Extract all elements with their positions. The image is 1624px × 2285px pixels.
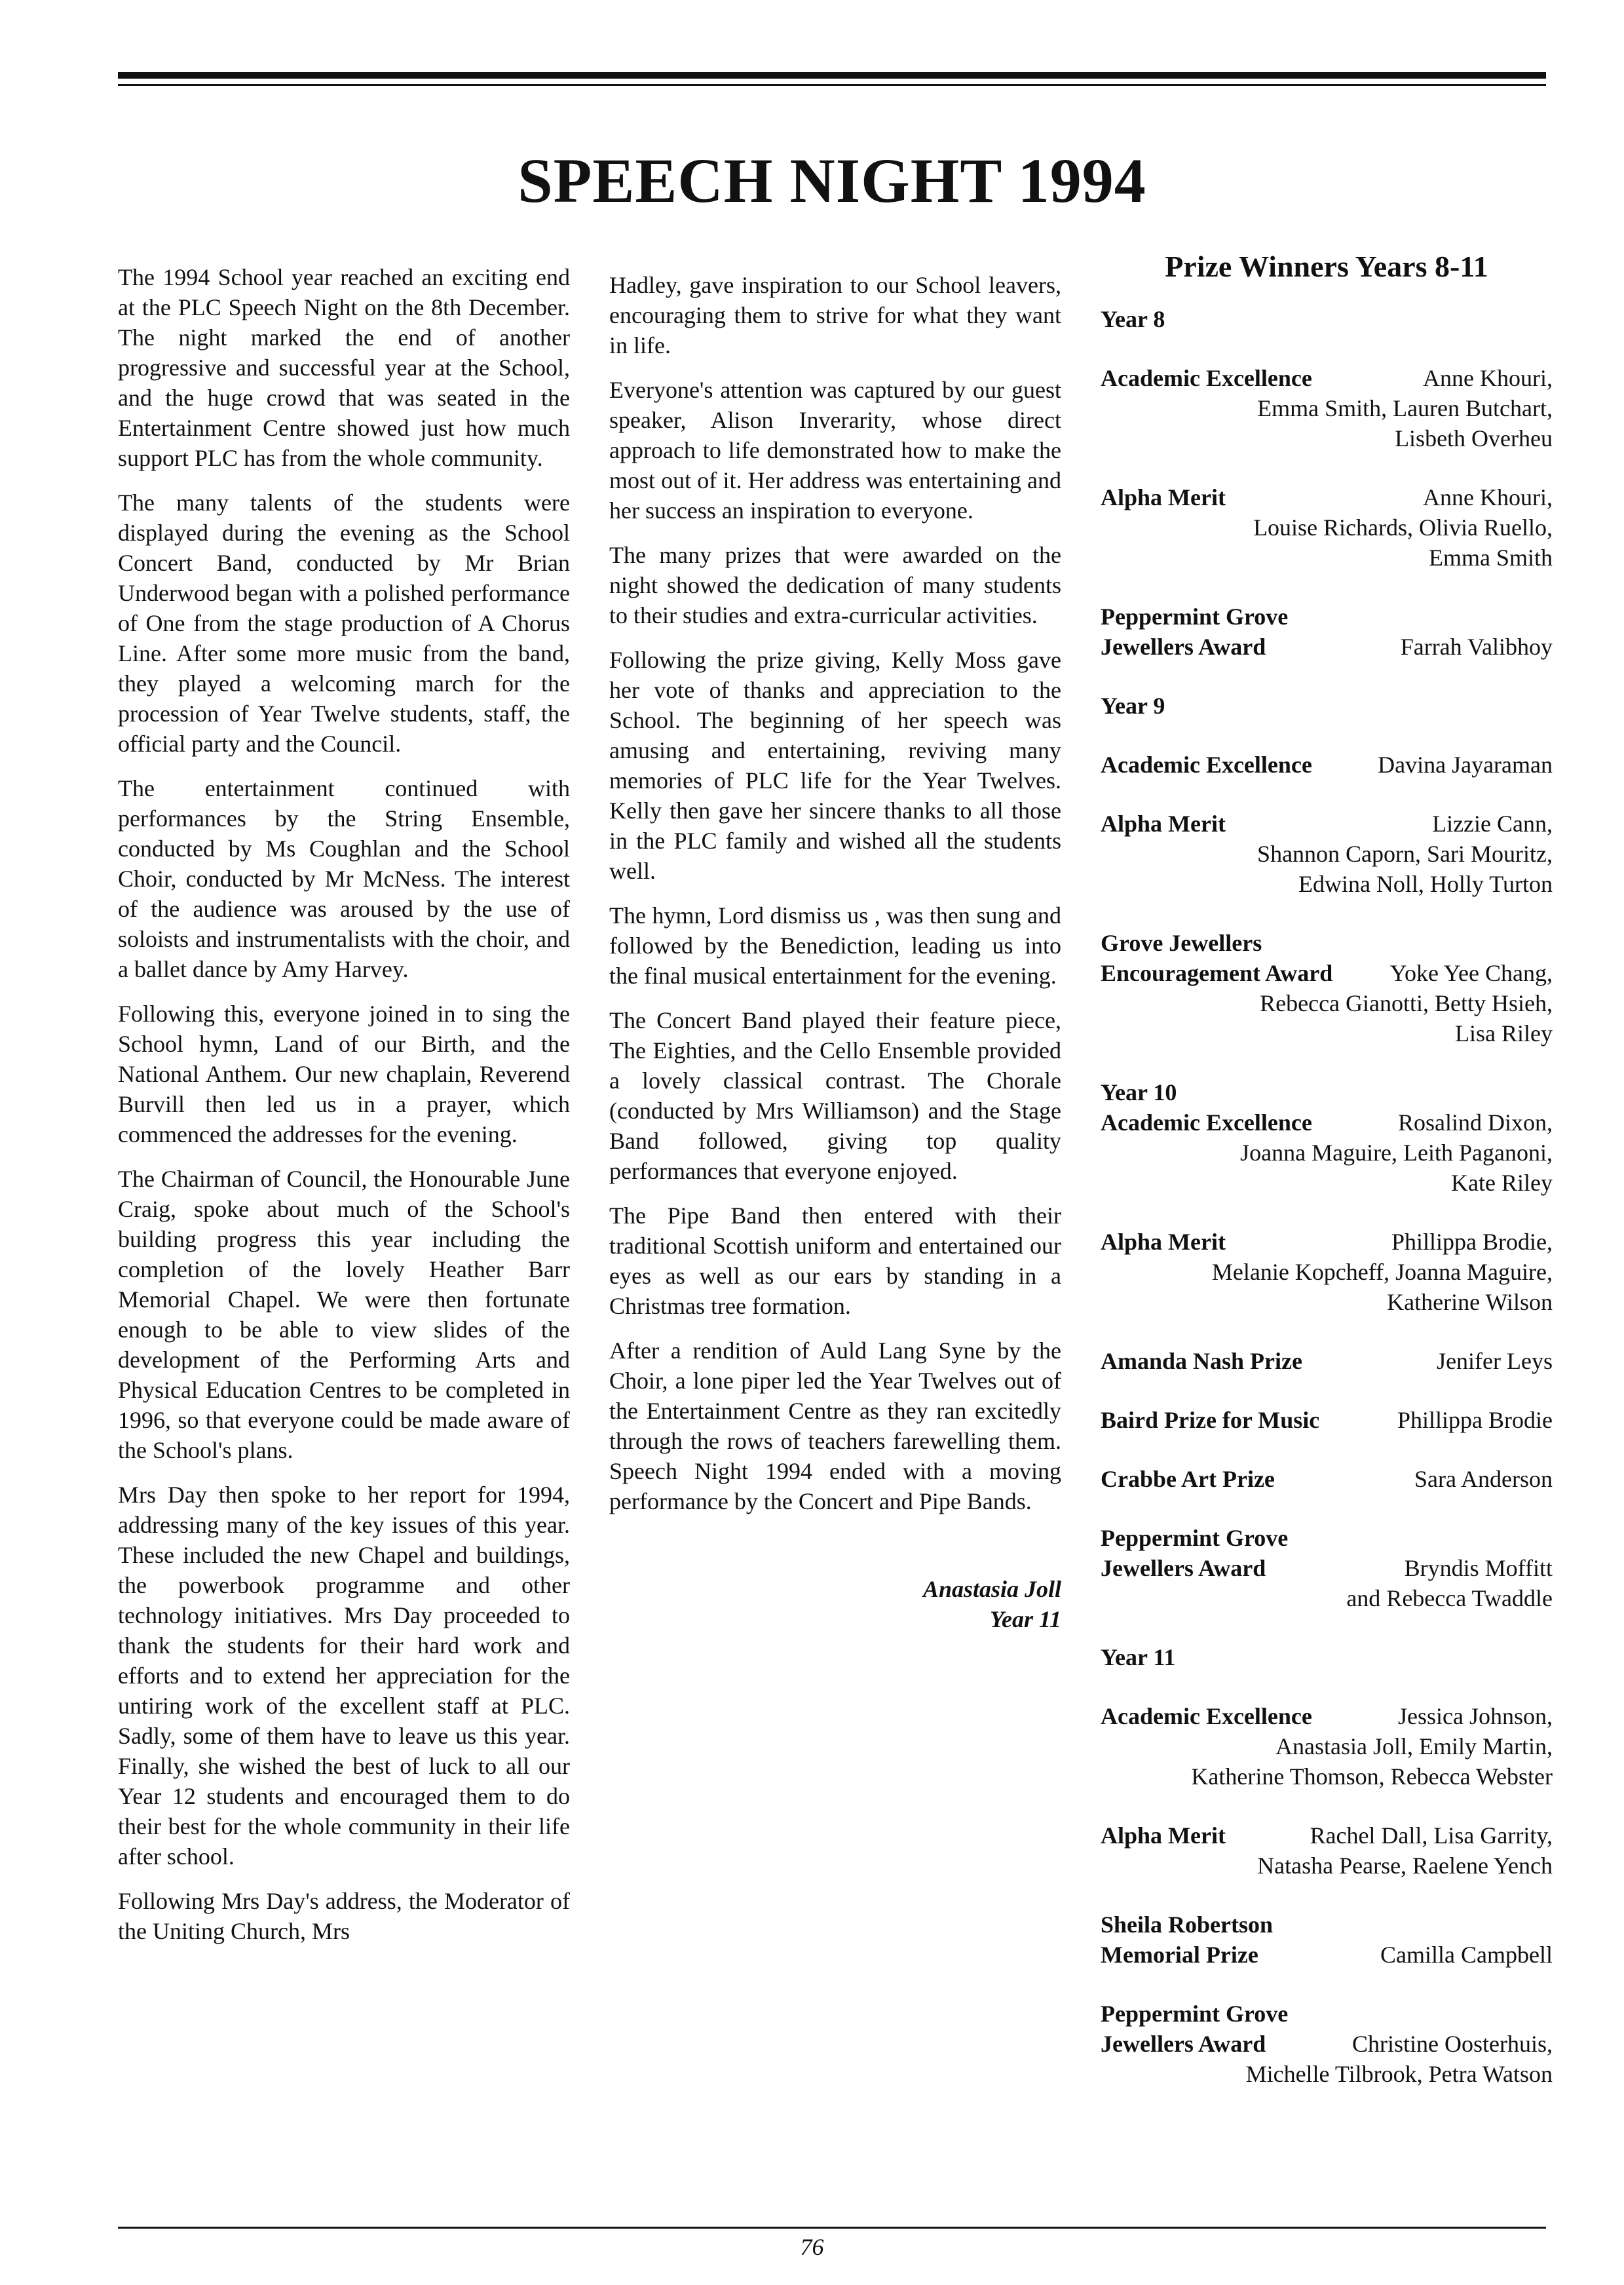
paragraph: The Chairman of Council, the Honourable June Craig, spoke about much of the School's building progress this year including the completion of the lovely Heather Barr Memorial Chapel. We were then fortunate enough to be able to view slides of the development of the Performing Arts and Physical Education Centres to be completed in 1996, so that everyone could be made aware of the School's plans. [118,1166,570,1463]
award-winners: Joanna Maguire, Leith Paganoni, [1240,1140,1553,1166]
award-entry [1101,1405,1553,1435]
page-number: 76 [800,2234,824,2260]
award-winners: Lisbeth Overheu [1395,425,1553,451]
top-rule-thick [118,72,1546,79]
award-entry [1101,1523,1553,1613]
award-winners: Farrah Valibhoy [1400,634,1553,660]
award-winners: Lisa Riley [1455,1020,1553,1046]
paragraph: Everyone's attention was captured by our guest speaker, Alison Inverarity, whose direct approach to life demonstrated how to make the most out of it. Her address was entertaining and her success an inspiration to everyone. [609,377,1061,524]
award-name: Amanda Nash Prize [1101,1348,1302,1374]
paragraph: The many talents of the students were displayed during the evening as the School Concert Band, conducted by Mr Brian Underwood began with a polished performance of One from the stage production of A Chorus Line. After some more music from the band, they played a welcoming march for the procession of Year Twelve students, staff, the official party and the Council. [118,490,570,757]
article-column-2 [609,270,1061,1634]
award-winners: Katherine Wilson [1387,1289,1553,1315]
paragraph: The entertainment continued with performances by the String Ensemble, conducted by Ms Coughlan and the School Choir, conducted by Mr McNess. The interest of the audience was aroused by the use of soloists and instrumentalists with the choir, and a ballet dance by Amy Harvey. [118,775,570,982]
award-entry [1101,1227,1553,1317]
award-winners: Lizzie Cann, [1432,811,1553,837]
award-name: Academic Excellence [1101,1109,1312,1136]
award-winners: Louise Richards, Olivia Ruello, [1253,514,1553,541]
award-winners: Rachel Dall, Lisa Garrity, [1310,1822,1553,1849]
award-winners: Jessica Johnson, [1398,1703,1553,1729]
article-column-1 [118,262,570,1961]
author-signature [609,1574,1061,1634]
award-name: Jewellers Award [1101,1555,1266,1581]
paragraph: Following Mrs Day's address, the Moderator of the Uniting Church, Mrs [118,1888,570,1944]
award-name: Academic Excellence [1101,1703,1312,1729]
award-name: Grove Jewellers [1101,930,1262,956]
award-winners: Christine Oosterhuis, [1352,2031,1553,2057]
award-entry [1101,482,1553,573]
award-name: Peppermint Grove [1101,604,1289,630]
award-entry [1101,1107,1553,1198]
award-winners: Anne Khouri, [1423,365,1553,391]
award-name: Jewellers Award [1101,634,1266,660]
award-entry [1101,1464,1553,1494]
page-title: SPEECH NIGHT 1994 [518,145,1146,216]
year-heading: Year 9 [1101,693,1165,719]
award-name: Memorial Prize [1101,1942,1258,1968]
award-winners: Yoke Yee Chang, [1389,960,1553,986]
award-winners: Natasha Pearse, Raelene Yench [1257,1853,1553,1879]
award-entry [1101,1999,1553,2089]
bottom-rule [118,2227,1546,2229]
award-winners: Kate Riley [1451,1170,1553,1196]
award-winners: Emma Smith [1429,545,1553,571]
award-name: Peppermint Grove [1101,2001,1289,2027]
award-name: Academic Excellence [1101,752,1312,778]
year-heading: Year 10 [1101,1079,1177,1105]
award-winners: Melanie Kopcheff, Joanna Maguire, [1211,1259,1553,1285]
award-name: Academic Excellence [1101,365,1312,391]
paragraph: The Concert Band played their feature piece, The Eighties, and the Cello Ensemble provided a lovely classical contrast. The Chorale (conducted by Mrs Williamson) and the Stage Band followed, giving top quality performances that everyone enjoyed. [609,1007,1061,1184]
award-winners: Rebecca Gianotti, Betty Hsieh, [1260,990,1553,1016]
paragraph: Following the prize giving, Kelly Moss gave her vote of thanks and appreciation to the School. The beginning of her speech was amusing and entertaining, reviving many memories of PLC life for the Year Twelves. Kelly then gave her sincere thanks to all those in the PLC family and wished all the students well. [609,647,1061,884]
award-winners: Camilla Campbell [1380,1942,1553,1968]
award-entry [1101,1346,1553,1376]
award-winners: Emma Smith, Lauren Butchart, [1257,395,1553,421]
award-entry [1101,1701,1553,1792]
prize-winners-heading: Prize Winners Years 8-11 [1165,250,1488,283]
award-entry [1101,1910,1553,1970]
top-rule-thin [118,84,1546,86]
award-name: Encouragement Award [1101,960,1333,986]
paragraph: Hadley, gave inspiration to our School leavers, encouraging them to strive for what they want in life. [609,272,1061,358]
award-winners: Shannon Caporn, Sari Mouritz, [1257,841,1553,867]
award-winners: and Rebecca Twaddle [1346,1585,1553,1611]
award-winners: Davina Jayaraman [1378,752,1553,778]
award-winners: Sara Anderson [1414,1466,1553,1492]
paragraph: Mrs Day then spoke to her report for 1994, addressing many of the key issues of this year. These included the new Chapel and buildings, the powerbook programme and other technology initiatives. Mrs Day proceeded to thank the students for their hard work and efforts and to extend her appreciation for the untiring work of the excellent staff at PLC. Sadly, some of them have to leave us this year. Finally, she wished the best of luck to all our Year 12 students and encouraged them to do their best for the whole community in their life after school. [118,1482,570,1870]
award-name: Alpha Merit [1101,1229,1226,1255]
award-entry [1101,809,1553,899]
author-year: Year 11 [989,1606,1061,1632]
paragraph: The hymn, Lord dismiss us , was then sung and followed by the Benediction, leading us into the final musical entertainment for the evening. [609,902,1061,989]
award-entry [1101,750,1553,780]
award-winners: Phillippa Brodie, [1391,1229,1553,1255]
award-name: Alpha Merit [1101,1822,1226,1849]
award-winners: Jenifer Leys [1437,1348,1553,1374]
award-entry [1101,602,1553,662]
paragraph: The many prizes that were awarded on the night showed the dedication of many students to their studies and extra-curricular activities. [609,542,1061,628]
prize-winners-column [1101,249,1553,2118]
author-name: Anastasia Joll [922,1576,1061,1602]
award-name: Alpha Merit [1101,484,1226,510]
award-name: Baird Prize for Music [1101,1407,1320,1433]
award-name: Sheila Robertson [1101,1911,1274,1938]
award-entry [1101,928,1553,1048]
paragraph: The 1994 School year reached an exciting end at the PLC Speech Night on the 8th December. The night marked the end of another progressive and successful year at the School, and the huge crowd that was seated in the Entertainment Centre showed just how much support PLC has from the whole community. [118,264,570,471]
award-winners: Anne Khouri, [1423,484,1553,510]
paragraph: Following this, everyone joined in to sing the School hymn, Land of our Birth, and the National Anthem. Our new chaplain, Reverend Burvill then led us in a prayer, which commenced the addresses for the evening. [118,1001,570,1147]
paragraph: The Pipe Band then entered with their traditional Scottish uniform and entertained our eyes as well as our ears by standing in a Christmas tree formation. [609,1202,1061,1319]
award-name: Jewellers Award [1101,2031,1266,2057]
award-winners: Bryndis Moffitt [1404,1555,1553,1581]
award-winners: Edwina Noll, Holly Turton [1298,871,1553,897]
award-name: Alpha Merit [1101,811,1226,837]
award-name: Crabbe Art Prize [1101,1466,1275,1492]
year-heading: Year 11 [1101,1644,1176,1670]
award-winners: Michelle Tilbrook, Petra Watson [1245,2061,1553,2087]
award-winners: Phillippa Brodie [1397,1407,1553,1433]
award-winners: Rosalind Dixon, [1397,1109,1553,1136]
award-entry [1101,1820,1553,1881]
award-entry [1101,363,1553,453]
paragraph: After a rendition of Auld Lang Syne by the Choir, a lone piper led the Year Twelves out of the Entertainment Centre as they ran excitedly through the rows of teachers farewelling them. Speech Night 1994 ended with a moving performance by the Concert and Pipe Bands. [609,1337,1061,1514]
award-winners: Anastasia Joll, Emily Martin, [1275,1733,1553,1759]
year-heading: Year 8 [1101,306,1165,332]
award-winners: Katherine Thomson, Rebecca Webster [1191,1763,1553,1790]
award-name: Peppermint Grove [1101,1525,1289,1551]
